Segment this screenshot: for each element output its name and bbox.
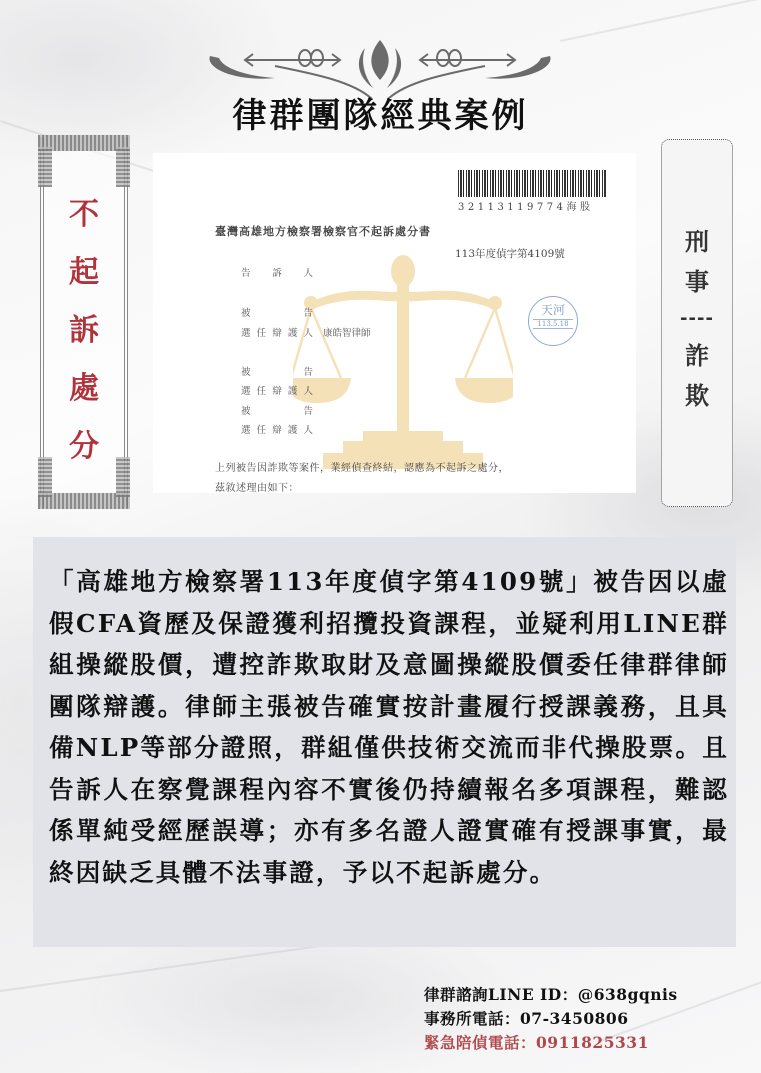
party-role: 選任辯護人 bbox=[241, 328, 313, 339]
verdict-char: 處 bbox=[69, 371, 99, 406]
party-name: 康皓智律師 bbox=[323, 328, 371, 339]
category-char: 事 bbox=[685, 268, 709, 296]
ornate-corner bbox=[38, 147, 52, 187]
stamp-name: 天河 bbox=[540, 303, 565, 317]
stamp-date: 113.5.18 bbox=[533, 319, 573, 329]
party-row bbox=[241, 325, 371, 339]
right-vertical-label bbox=[661, 139, 733, 507]
party-row bbox=[241, 403, 323, 417]
barcode bbox=[458, 170, 606, 197]
party-role: 選任辯護人 bbox=[241, 425, 313, 436]
document-title: 臺灣高雄地方檢察署檢察官不起訴處分書 bbox=[215, 225, 431, 238]
party-role: 選任辯護人 bbox=[241, 386, 313, 397]
official-stamp bbox=[528, 296, 578, 346]
marble-vein bbox=[560, 0, 761, 42]
party-row bbox=[241, 305, 323, 319]
scales-of-justice-icon bbox=[293, 253, 513, 473]
category-char: 刑 bbox=[685, 228, 709, 256]
contact-info bbox=[424, 983, 678, 1055]
party-row bbox=[241, 422, 323, 436]
case-number: 113年度偵字第4109號 bbox=[455, 248, 565, 260]
party-row bbox=[241, 383, 323, 397]
party-role: 被 告 bbox=[241, 367, 313, 378]
verdict-char: 分 bbox=[69, 429, 99, 464]
case-category-label bbox=[662, 222, 732, 416]
document-footer-line: 茲敘述理由如下： bbox=[215, 483, 299, 493]
case-summary-text: 「高雄地方檢察署113年度偵字第4109號」被告因以虛假CFA資歷及保證獲利招攬投資課程，並疑利用LINE群組操縱股價，遭控詐欺取財及意圖操縱股價委任律群律師團隊辯護。律師主張被告確實按計畫履行授課義務，且具備NLP等部分證照，群組僅供技術交流而非代操股票。且告訴人在察覺課程內容不實後仍持續報名多項課程，難認係單純受經歷誤導；亦有多名證人證實確有授課事實，最終因缺乏具體不法事證，予以不起訴處分。 bbox=[49, 567, 729, 887]
page-title: 律群團隊經典案例 bbox=[232, 96, 529, 136]
verdict-char: 起 bbox=[69, 255, 99, 290]
party-role: 被 告 bbox=[241, 406, 313, 417]
office-phone: 事務所電話：07-3450806 bbox=[424, 1009, 629, 1028]
case-summary-box bbox=[33, 537, 736, 947]
document-footer-line: 上列被告因詐欺等案件，業經偵查終結，認應為不起訴之處分， bbox=[215, 463, 509, 474]
category-char: 欺 bbox=[685, 382, 709, 410]
party-role: 告 訴 人 bbox=[241, 268, 313, 279]
verdict-char: 訴 bbox=[69, 313, 99, 348]
category-divider: ---- bbox=[680, 308, 714, 329]
verdict-label bbox=[44, 189, 124, 465]
line-id: 律群諮詢LINE ID：@638gqnis bbox=[424, 985, 678, 1004]
ornate-corner bbox=[116, 147, 130, 187]
verdict-char: 不 bbox=[69, 197, 99, 232]
party-row bbox=[241, 364, 323, 378]
party-role: 被 告 bbox=[241, 308, 313, 319]
barcode-number: 32113119774海股 bbox=[458, 202, 594, 213]
indictment-document-image bbox=[153, 153, 636, 493]
party-row bbox=[241, 265, 323, 279]
emergency-phone: 緊急陪偵電話：0911825331 bbox=[424, 1033, 649, 1052]
category-char: 詐 bbox=[685, 342, 709, 370]
left-vertical-label bbox=[40, 137, 128, 507]
